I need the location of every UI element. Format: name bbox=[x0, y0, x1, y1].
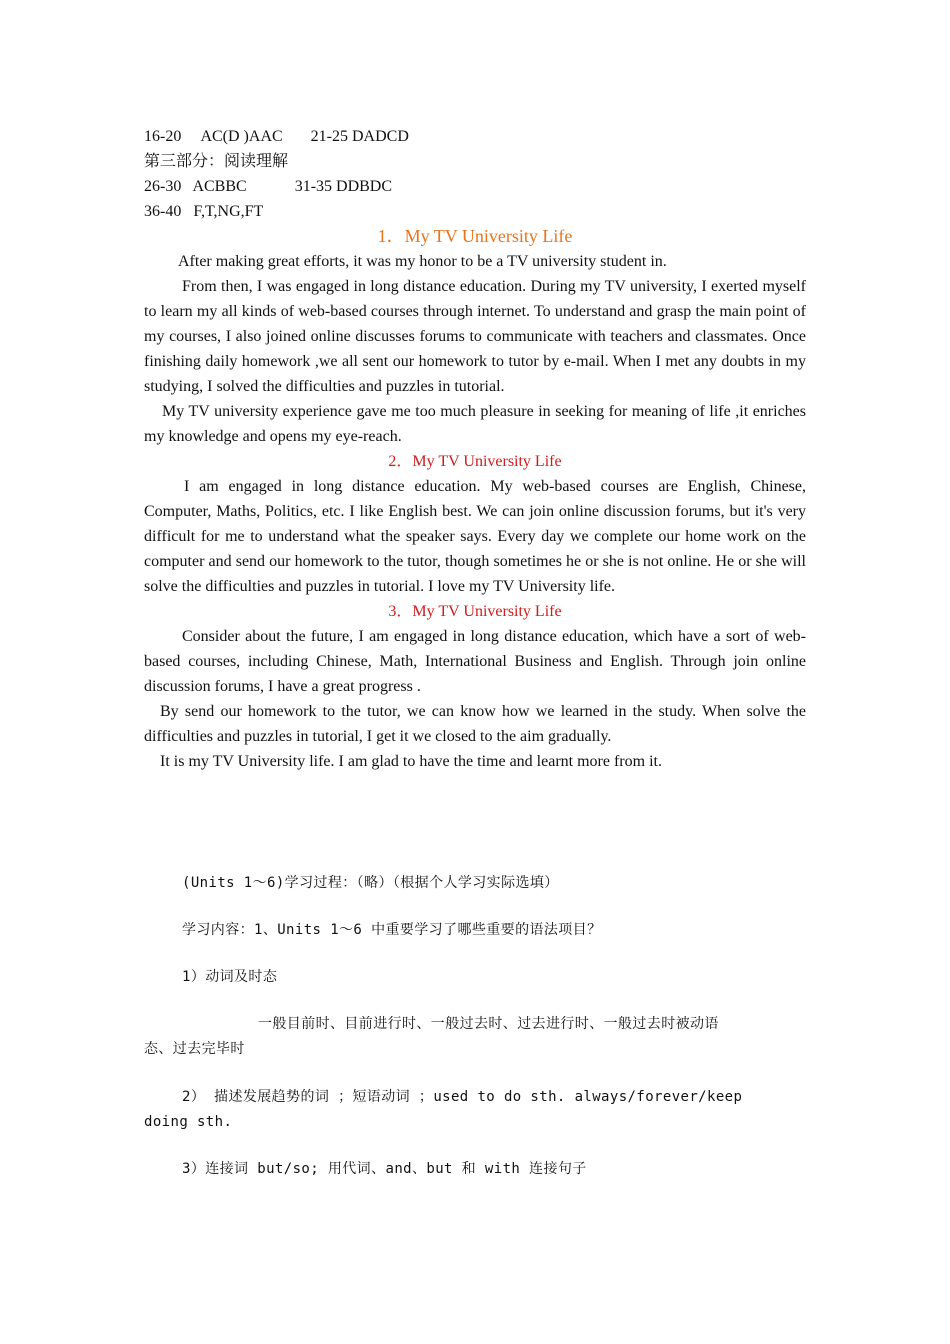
essay-3-title: 3．My TV University Life bbox=[388, 603, 562, 620]
essay-1 bbox=[144, 224, 806, 449]
essay-2 bbox=[144, 449, 806, 599]
study-content: 学习内容：1、Units 1～6 中重要学习了哪些重要的语法项目？ bbox=[182, 922, 602, 938]
grammar-item-3: 3）连接词 but/so; 用代词、and、but 和 with 连接句子 bbox=[182, 1161, 587, 1177]
answer-row-26-35: 26-30 ACBBC 31-35 DDBDC bbox=[144, 178, 393, 195]
answer-row-36-40: 36-40 F,T,NG,FT bbox=[144, 203, 264, 220]
grammar-item-1-body-b: 态、过去完毕时 bbox=[144, 1041, 245, 1057]
study-process: (Units 1～6)学习过程：（略）（根据个人学习实际选填） bbox=[182, 875, 559, 891]
essay-3-paragraph-3: It is my TV University life. I am glad to have the time and learnt more from it. bbox=[160, 753, 662, 770]
grammar-item-1-title: 1）动词及时态 bbox=[182, 969, 278, 985]
grammar-item-2-a: 2） 描述发展趋势的词 ；短语动词 ；used to do sth. always/forever/keep bbox=[182, 1089, 743, 1105]
essay-1-title: 1．My TV University Life bbox=[377, 226, 573, 246]
answer-key bbox=[144, 124, 806, 224]
essay-1-paragraph-3: My TV university experience gave me too much pleasure in seeking for meaning of life ,it enriches my knowledge and opens my eye-reach. bbox=[144, 403, 806, 445]
answer-row-16-25: 16-20 AC(D )AAC 21-25 DADCD bbox=[144, 128, 409, 145]
study-notes bbox=[144, 871, 806, 1182]
section-heading-reading: 第三部分：阅读理解 bbox=[144, 153, 289, 170]
essay-1-paragraph-1: After making great efforts, it was my honor to be a TV university student in. bbox=[178, 253, 667, 270]
essay-3-paragraph-2: By send our homework to the tutor, we can know how we learned in the study. When solve the difficulties and puzzles in tutorial, I get it we closed to the aim gradually. bbox=[144, 703, 806, 745]
essay-1-paragraph-2: From then, I was engaged in long distance education. During my TV university, I exerted myself to learn my all kinds of web-based courses through internet. To understand and grasp the main point of my courses, I also joined online discusses forums to communicate with teachers and classmates. Once finishing daily homework ,we all sent our homework to tutor by e-mail. When I met any doubts in my studying, I solved the difficulties and puzzles in tutorial. bbox=[144, 278, 806, 395]
essay-3-paragraph-1: Consider about the future, I am engaged in long distance education, which have a sort of web-based courses, including Chinese, Math, International Business and English. Through join online discussion forums, I have a great progress . bbox=[144, 628, 806, 695]
essay-3 bbox=[144, 599, 806, 774]
document-page bbox=[144, 124, 806, 1182]
essay-2-paragraph-1: I am engaged in long distance education. My web-based courses are English, Chinese, Computer, Maths, Politics, etc. I like English best. We can join online discussion forums, but it's very difficult for me to understand what the speaker says. Every day we complete our home work on the computer and send our homework to the tutor, though sometimes he or she is not online. He or she will solve the difficulties and puzzles in tutorial. I love my TV University life. bbox=[144, 478, 806, 595]
grammar-item-1-body-a: 一般目前时、目前进行时、一般过去时、过去进行时、一般过去时被动语 bbox=[258, 1016, 719, 1032]
grammar-item-2-b: doing sth. bbox=[144, 1114, 233, 1130]
essay-2-title: 2．My TV University Life bbox=[388, 453, 562, 470]
